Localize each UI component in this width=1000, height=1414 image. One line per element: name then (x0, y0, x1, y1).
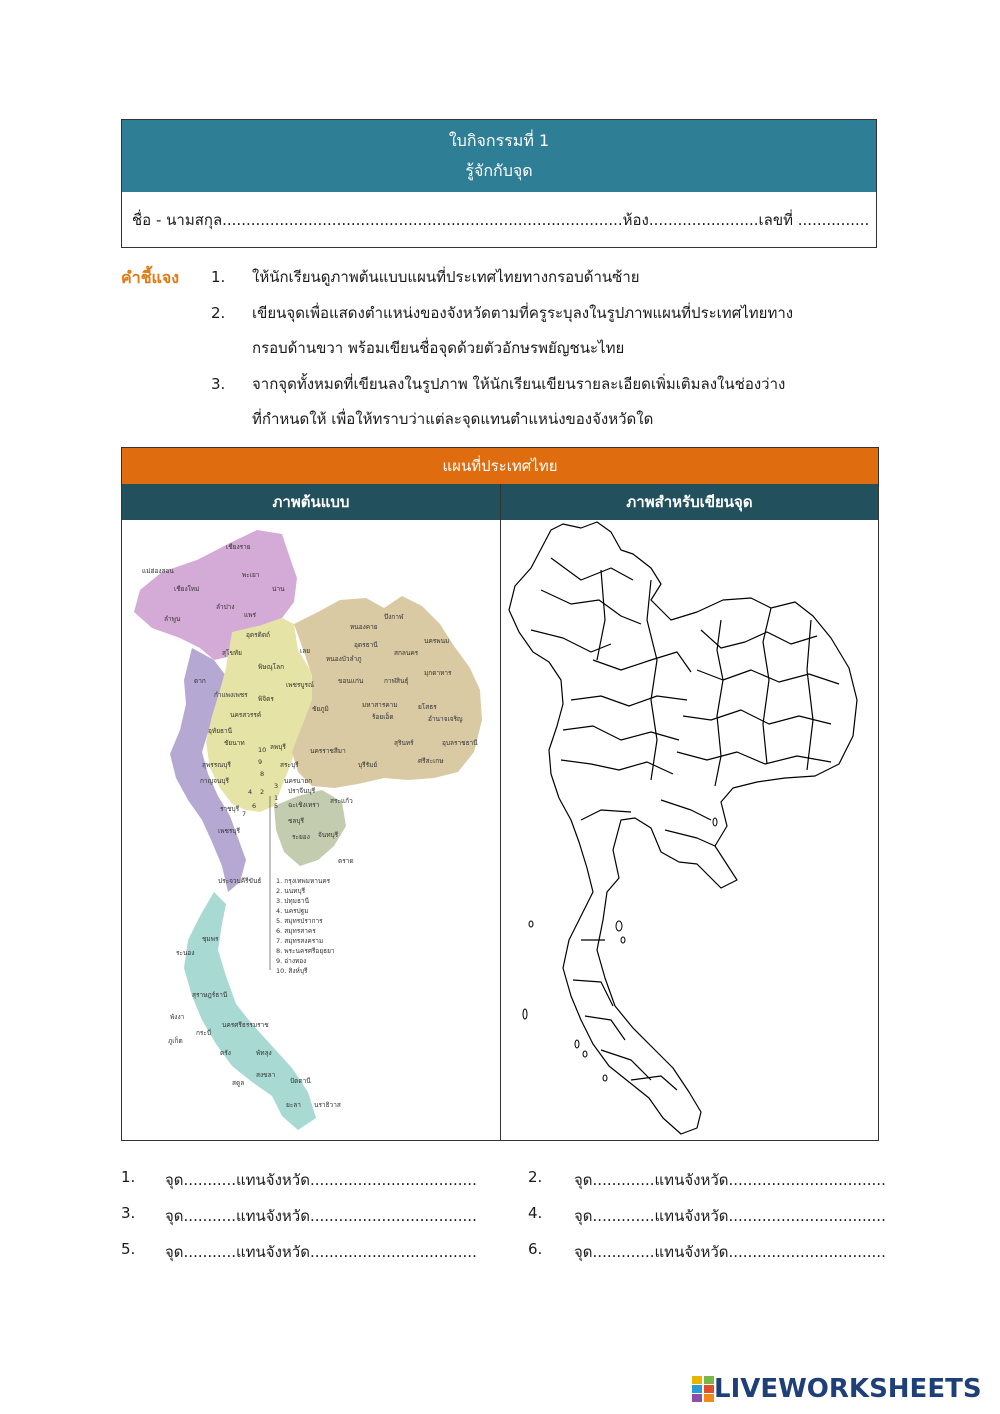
province-label: สงขลา (256, 1071, 276, 1079)
answer-number: 5. (121, 1240, 136, 1258)
student-name-line: ชื่อ - นามสกุล....................................................................................ห้อง.......................เลขที่ ............... (132, 211, 870, 229)
legend-item: 5. สมุทรปราการ (276, 917, 323, 925)
legend-item: 2. นนทบุรี (276, 887, 306, 895)
province-label: กาฬสินธุ์ (384, 677, 409, 685)
province-label: ตรัง (220, 1049, 231, 1057)
province-label: เชียงใหม่ (174, 585, 200, 593)
province-label: ศรีสะเกษ (418, 757, 444, 765)
legend-item: 7. สมุทรสงคราม (276, 937, 324, 945)
central-number: 10 (258, 746, 267, 754)
central-number: 4 (248, 788, 253, 796)
province-label: ลำปาง (216, 603, 235, 611)
template-map-header: ภาพต้นแบบ (122, 484, 500, 520)
province-label: อุดรธานี (354, 641, 378, 649)
legend-item: 9. อ่างทอง (276, 957, 307, 965)
province-label: เพชรบุรี (218, 827, 241, 835)
answer-line[interactable]: จุด.............แทนจังหวัด................................. (574, 1207, 886, 1225)
legend-item: 1. กรุงเทพมหานคร (276, 877, 331, 885)
province-label: ระนอง (176, 949, 195, 957)
brand-blocks-icon (692, 1376, 714, 1402)
province-label: สุโขทัย (222, 649, 242, 657)
legend-item: 3. ปทุมธานี (276, 897, 310, 905)
province-label: นครสวรรค์ (230, 711, 262, 719)
province-label: สกลนคร (394, 649, 419, 657)
province-label: ลพบุรี (270, 743, 286, 751)
legend-item: 8. พระนครศรีอยุธยา (276, 947, 335, 955)
activity-title: ใบกิจกรรมที่ 1 (448, 131, 550, 150)
answer-line[interactable]: จุด.............แทนจังหวัด................................. (574, 1171, 886, 1189)
instruction-number: 3. (211, 375, 226, 393)
province-label: ราชบุรี (220, 805, 240, 813)
province-label: เชียงราย (226, 543, 251, 551)
province-label: สระบุรี (280, 761, 299, 769)
central-number: 5 (274, 802, 279, 810)
province-label: ยะลา (286, 1101, 301, 1109)
province-label: มุกดาหาร (424, 669, 452, 677)
province-label: พังงา (170, 1013, 185, 1021)
province-label: นราธิวาส (314, 1101, 341, 1109)
province-label: นครราชสีมา (310, 747, 346, 755)
legend-item: 4. นครปฐม (276, 907, 309, 915)
province-label: กำแพงเพชร (214, 691, 248, 699)
province-label: กระบี่ (196, 1029, 212, 1037)
instruction-text: เขียนจุดเพื่อแสดงตำแหน่งของจังหวัดตามที่ครูระบุลงในรูปภาพแผนที่ประเทศไทยทาง (252, 304, 794, 322)
blank-map-header: ภาพสำหรับเขียนจุด (501, 484, 878, 520)
province-label: อำนาจเจริญ (428, 715, 463, 723)
province-label: แพร่ (244, 611, 256, 619)
province-label: พิษณุโลก (258, 663, 285, 671)
province-label: ชัยภูมิ (312, 705, 329, 713)
answer-number: 1. (121, 1168, 136, 1186)
legend-item: 6. สมุทรสาคร (276, 927, 316, 935)
province-label: มหาสารคาม (362, 701, 398, 709)
province-label: นครพนม (424, 637, 450, 645)
brand-text: LIVEWORKSHEETS (714, 1374, 982, 1404)
province-label: สุพรรณบุรี (202, 761, 231, 769)
instructions-label: คำชี้แจง (121, 268, 180, 287)
province-label: นครนายก (284, 777, 313, 785)
answer-number: 3. (121, 1204, 136, 1222)
province-label: ภูเก็ต (168, 1037, 183, 1045)
province-label: อุบลราชธานี (442, 739, 478, 747)
province-label: อุตรดิตถ์ (246, 631, 270, 639)
legend-item: 10. สิงห์บุรี (276, 967, 308, 975)
activity-subtitle: รู้จักกับจุด (465, 161, 533, 180)
answer-line[interactable]: จุด...........แทนจังหวัด................................... (165, 1171, 477, 1189)
province-label: สุราษฎร์ธานี (192, 991, 228, 999)
central-number: 7 (242, 810, 247, 818)
province-label: ระยอง (292, 833, 310, 841)
instruction-number: 1. (211, 268, 226, 286)
province-label: ปัตตานี (290, 1077, 311, 1085)
liveworksheets-logo (692, 1374, 982, 1404)
province-label: ฉะเชิงเทรา (288, 801, 320, 809)
central-number: 8 (260, 770, 265, 778)
province-label: ตาก (194, 677, 206, 685)
province-label: จันทบุรี (318, 831, 339, 839)
central-number: 3 (274, 782, 279, 790)
instruction-text: จากจุดทั้งหมดที่เขียนลงในรูปภาพ ให้นักเรียนเขียนรายละเอียดเพิ่มเติมลงในช่องว่าง (252, 375, 786, 393)
bangkok-area-legend (276, 876, 335, 976)
instruction-text: กรอบด้านขวา พร้อมเขียนชื่อจุดด้วยตัวอักษรพยัญชนะไทย (252, 339, 625, 357)
province-label: ปราจีนบุรี (288, 787, 316, 795)
activity-header (121, 119, 877, 248)
province-label: อุทัยธานี (208, 727, 233, 735)
province-label: หนองบัวลำภู (326, 655, 362, 663)
province-label: แม่ฮ่องสอน (142, 567, 174, 575)
province-label: นครศรีธรรมราช (222, 1021, 269, 1029)
answer-number: 4. (528, 1204, 543, 1222)
central-number: 6 (252, 802, 257, 810)
province-label: กาญจนบุรี (200, 777, 229, 785)
province-label: ร้อยเอ็ด (372, 713, 394, 721)
province-label: สตูล (232, 1079, 245, 1087)
province-label: บึงกาฬ (384, 613, 404, 621)
province-label: น่าน (272, 585, 285, 593)
province-label: ตราด (338, 857, 354, 865)
province-label: เลย (300, 647, 311, 655)
thailand-blank-map[interactable] (501, 520, 878, 1140)
answer-number: 6. (528, 1240, 543, 1258)
province-label: ชัยนาท (224, 739, 245, 747)
province-label: พัทลุง (256, 1049, 272, 1057)
province-label: พิจิตร (258, 695, 274, 703)
instruction-text: ให้นักเรียนดูภาพต้นแบบแผนที่ประเทศไทยทางกรอบด้านซ้าย (252, 268, 640, 286)
answer-line[interactable]: จุด.............แทนจังหวัด................................. (574, 1243, 886, 1261)
province-label: เพชรบูรณ์ (286, 681, 315, 689)
central-number: 2 (260, 788, 265, 796)
instruction-text: ที่กำหนดให้ เพื่อให้ทราบว่าแต่ละจุดแทนตำแหน่งของจังหวัดใด (252, 410, 654, 428)
province-label: ยโสธร (418, 703, 437, 711)
answer-line[interactable]: จุด...........แทนจังหวัด................................... (165, 1243, 477, 1261)
province-label: สระแก้ว (330, 797, 353, 805)
central-number: 9 (258, 758, 263, 766)
province-label: ประจวบคีรีขันธ์ (218, 877, 262, 885)
header-band (122, 120, 876, 192)
map-section-title: แผนที่ประเทศไทย (122, 448, 878, 484)
answer-number: 2. (528, 1168, 543, 1186)
province-label: พะเยา (242, 571, 260, 579)
province-label: หนองคาย (350, 623, 378, 631)
province-label: ลำพูน (164, 615, 181, 623)
map-outline (509, 522, 857, 1134)
answer-line[interactable]: จุด...........แทนจังหวัด................................... (165, 1207, 477, 1225)
province-label: ชุมพร (202, 935, 219, 943)
province-label-layer (122, 520, 500, 1140)
central-number: 1 (274, 794, 279, 802)
province-label: บุรีรัมย์ (358, 761, 378, 769)
instruction-number: 2. (211, 304, 226, 322)
province-label: ขอนแก่น (338, 677, 364, 685)
map-section (121, 447, 879, 1141)
province-label: ชลบุรี (288, 817, 305, 825)
province-label: สุรินทร์ (394, 739, 414, 747)
